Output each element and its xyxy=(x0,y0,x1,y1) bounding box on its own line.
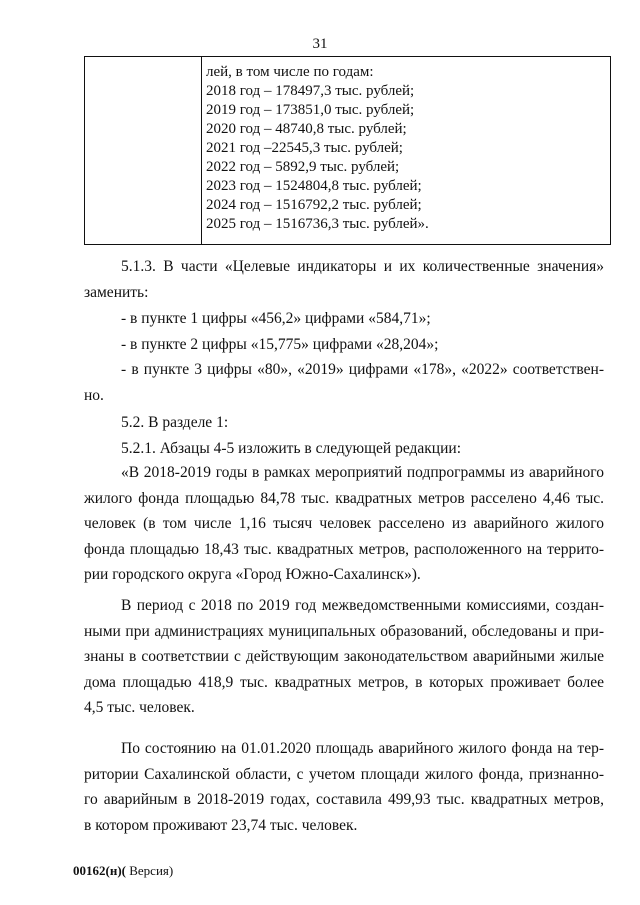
version-label: Версия) xyxy=(125,863,174,878)
page-number: 31 xyxy=(312,36,328,52)
funding-line: 2021 год –22545,3 тыс. рублей; xyxy=(206,140,403,156)
table-cell-empty xyxy=(85,57,202,245)
list-item: - в пункте 3 цифры «80», «2019» цифрами «178», «2022» соответствен- xyxy=(121,361,604,378)
funding-line: 2019 год – 173851,0 тыс. рублей; xyxy=(206,102,415,118)
list-item-continuation: но. xyxy=(84,386,104,404)
paragraph-line: рии городского округа «Город Южно-Сахалинск»). xyxy=(84,566,421,583)
paragraph-line: ритории Сахалинской области, с учетом площади жилого фонда, признанно- xyxy=(84,765,604,783)
paragraph-line: человек (в том числе 1,16 тысяч человек расселено из аварийного жилого xyxy=(84,515,604,532)
paragraph-5-2 xyxy=(84,410,604,461)
funding-line: 2025 год – 1516736,3 тыс. рублей». xyxy=(206,216,429,232)
quoted-paragraph-3 xyxy=(84,736,604,838)
funding-line: 2024 год – 1516792,2 тыс. рублей; xyxy=(206,197,422,213)
paragraph-line: заменить: xyxy=(84,283,149,301)
paragraph-line: дома площадью 418,9 тыс. квадратных метров, в которых проживает более xyxy=(84,673,604,691)
funding-line: 2020 год – 48740,8 тыс. рублей; xyxy=(206,121,407,137)
list-item: - в пункте 2 цифры «15,775» цифрами «28,204»; xyxy=(121,335,439,353)
funding-line: лей, в том числе по годам: xyxy=(206,64,374,80)
paragraph-line: По состоянию на 01.01.2020 площадь аварийного жилого фонда на тер- xyxy=(121,740,604,757)
quoted-paragraph-2 xyxy=(84,593,604,721)
document-footer xyxy=(73,863,173,879)
list-item: - в пункте 1 цифры «456,2» цифрами «584,71»; xyxy=(121,310,431,327)
funding-line: 2022 год – 5892,9 тыс. рублей; xyxy=(206,159,400,175)
funding-line: 2018 год – 178497,3 тыс. рублей; xyxy=(206,83,415,99)
paragraph-line: В период с 2018 по 2019 год межведомственными комиссиями, создан- xyxy=(121,597,604,614)
quoted-paragraph-1 xyxy=(84,460,604,588)
subsection-heading: 5.2.1. Абзацы 4-5 изложить в следующей редакции: xyxy=(121,439,462,457)
funding-table xyxy=(84,56,611,245)
section-heading: 5.2. В разделе 1: xyxy=(121,414,229,431)
paragraph-line: «В 2018-2019 годы в рамках мероприятий подпрограммы из аварийного xyxy=(121,464,604,481)
paragraph-line: 4,5 тыс. человек. xyxy=(84,699,195,716)
paragraph-line: го аварийным в 2018-2019 годах, составила 499,93 тыс. квадратных метров, xyxy=(84,791,604,808)
paragraph-line: ными при администрациях муниципальных образований, обследованы и при- xyxy=(84,622,604,640)
replacement-list xyxy=(84,306,604,408)
paragraph-line: 5.1.3. В части «Целевые индикаторы и их количественные значения» xyxy=(121,258,604,275)
funding-line: 2023 год – 1524804,8 тыс. рублей; xyxy=(206,178,422,194)
table-row xyxy=(85,57,611,245)
paragraph-5-1-3 xyxy=(84,254,604,305)
document-code: 00162(н)( xyxy=(73,863,126,878)
paragraph-line: знаны в соответствии с действующим законодательством аварийными жилые xyxy=(84,648,604,665)
paragraph-line: фонда площадью 18,43 тыс. квадратных метров, расположенного на террито- xyxy=(84,540,604,558)
paragraph-line: жилого фонда площадью 84,78 тыс. квадратных метров расселено 4,46 тыс. xyxy=(84,489,604,507)
paragraph-line: в котором проживают 23,74 тыс. человек. xyxy=(84,816,358,834)
table-cell-funding xyxy=(202,57,611,245)
